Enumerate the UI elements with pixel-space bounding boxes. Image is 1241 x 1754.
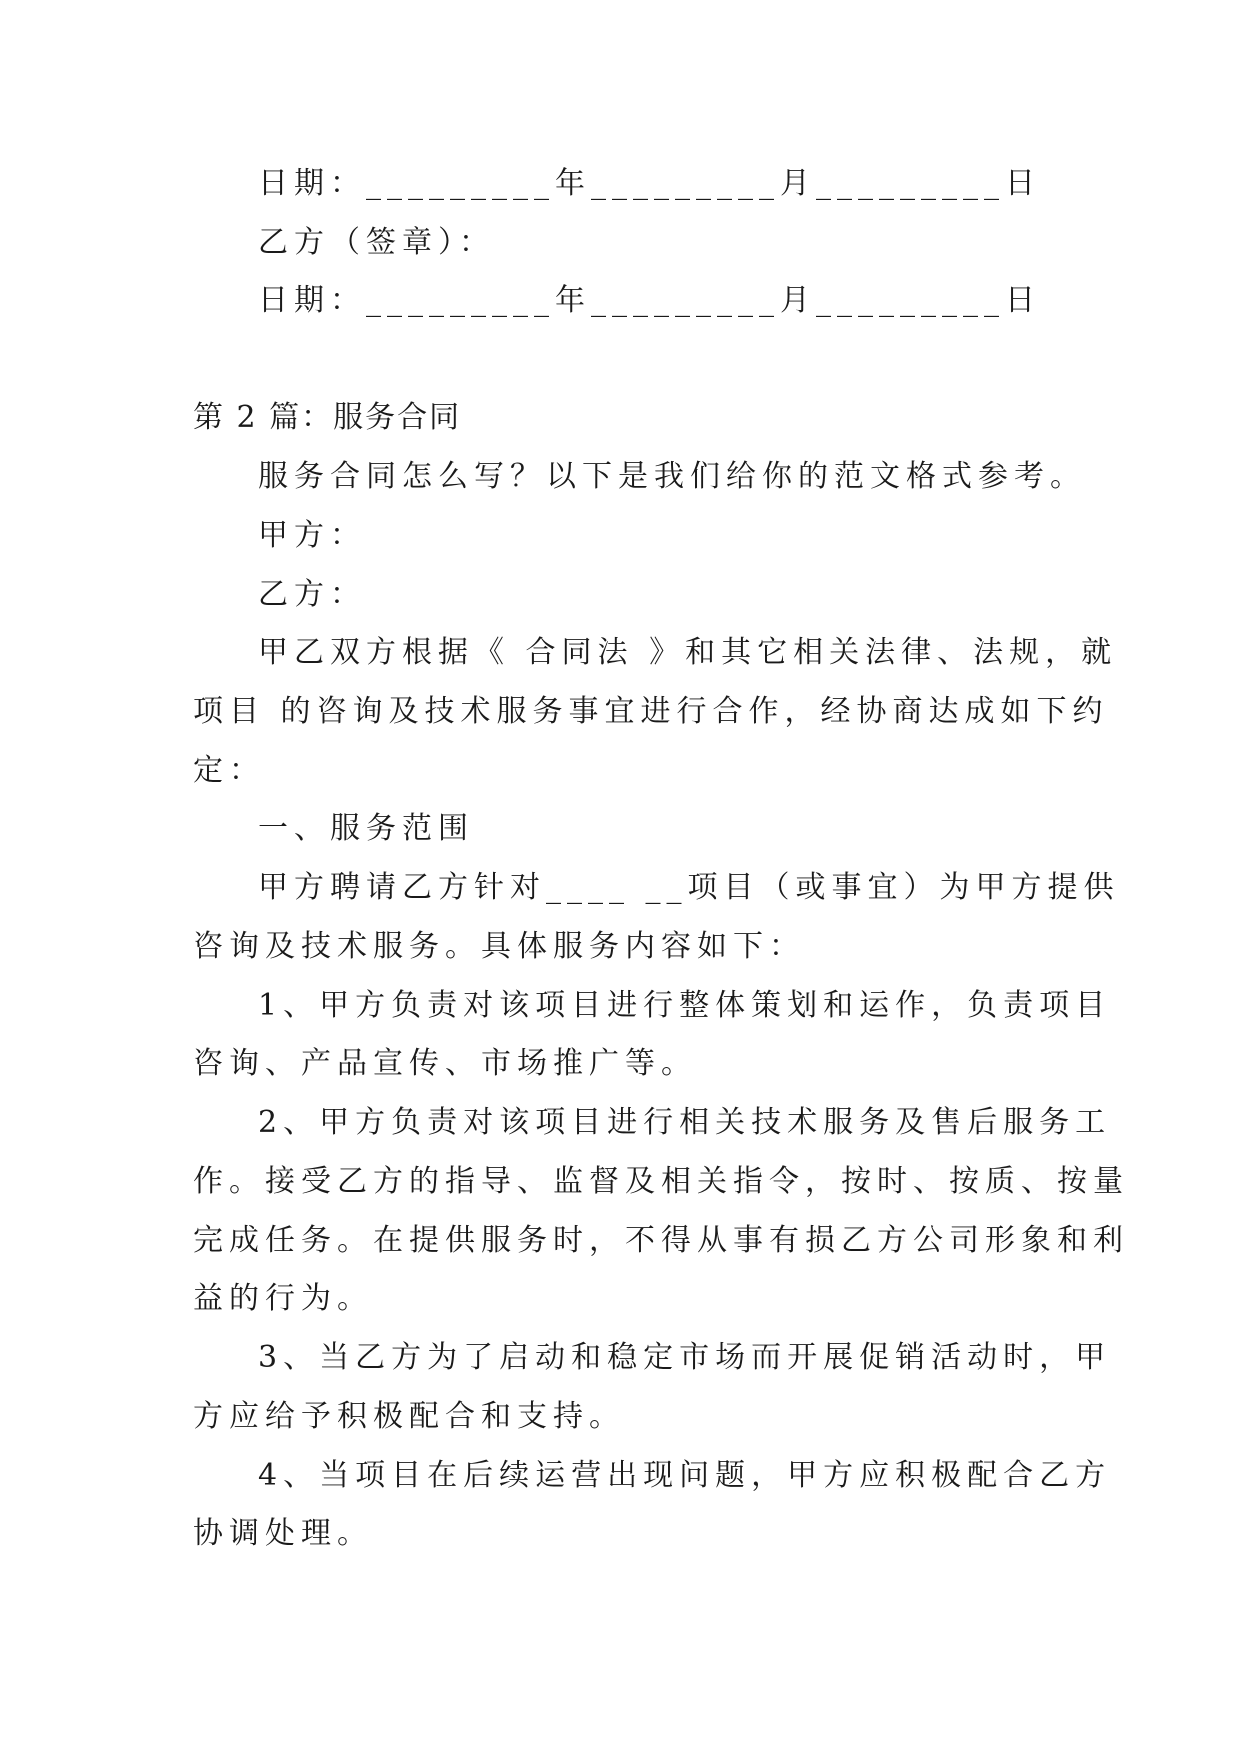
section-1-body-line: 甲方聘请乙方针对____ __项目（或事宜）为甲方提供 — [258, 870, 1120, 905]
item-2-line: 作。接受乙方的指导、监督及相关指令，按时、按质、按量 — [193, 1164, 1129, 1199]
item-2-line: 益的行为。 — [193, 1281, 373, 1316]
item-3-line: 3、当乙方为了启动和稳定市场而开展促销活动时，甲 — [258, 1340, 1112, 1375]
preamble-line: 甲乙双方根据《 合同法 》和其它相关法律、法规，就 — [258, 635, 1118, 670]
intro-paragraph: 服务合同怎么写？以下是我们给你的范文格式参考。 — [258, 459, 1086, 494]
item-4-line: 协调处理。 — [193, 1516, 373, 1551]
item-2-line: 2、甲方负责对该项目进行相关技术服务及售后服务工 — [258, 1105, 1112, 1140]
party-b-label: 乙方： — [258, 577, 366, 612]
item-4-line: 4、当项目在后续运营出现问题，甲方应积极配合乙方 — [258, 1458, 1112, 1493]
item-1-line: 咨询、产品宣传、市场推广等。 — [193, 1046, 697, 1081]
date-line-1: 日期：_________年_________月_________日 — [258, 166, 1041, 201]
item-1-line: 1、甲方负责对该项目进行整体策划和运作，负责项目 — [258, 988, 1112, 1023]
item-2-line: 完成任务。在提供服务时，不得从事有损乙方公司形象和利 — [193, 1223, 1129, 1258]
preamble-line: 定： — [193, 753, 265, 788]
section-1-title: 一、服务范围 — [258, 811, 474, 846]
date-line-2: 日期：_________年_________月_________日 — [258, 283, 1041, 318]
item-3-line: 方应给予积极配合和支持。 — [193, 1399, 625, 1434]
party-a-label: 甲方： — [258, 518, 366, 553]
party-b-signature-label: 乙方（签章）： — [258, 225, 495, 260]
preamble-line: 项目 的咨询及技术服务事宜进行合作，经协商达成如下约 — [193, 694, 1109, 729]
article-heading: 第 2 篇：服务合同 — [193, 400, 462, 435]
section-1-body-line: 咨询及技术服务。具体服务内容如下： — [193, 929, 805, 964]
